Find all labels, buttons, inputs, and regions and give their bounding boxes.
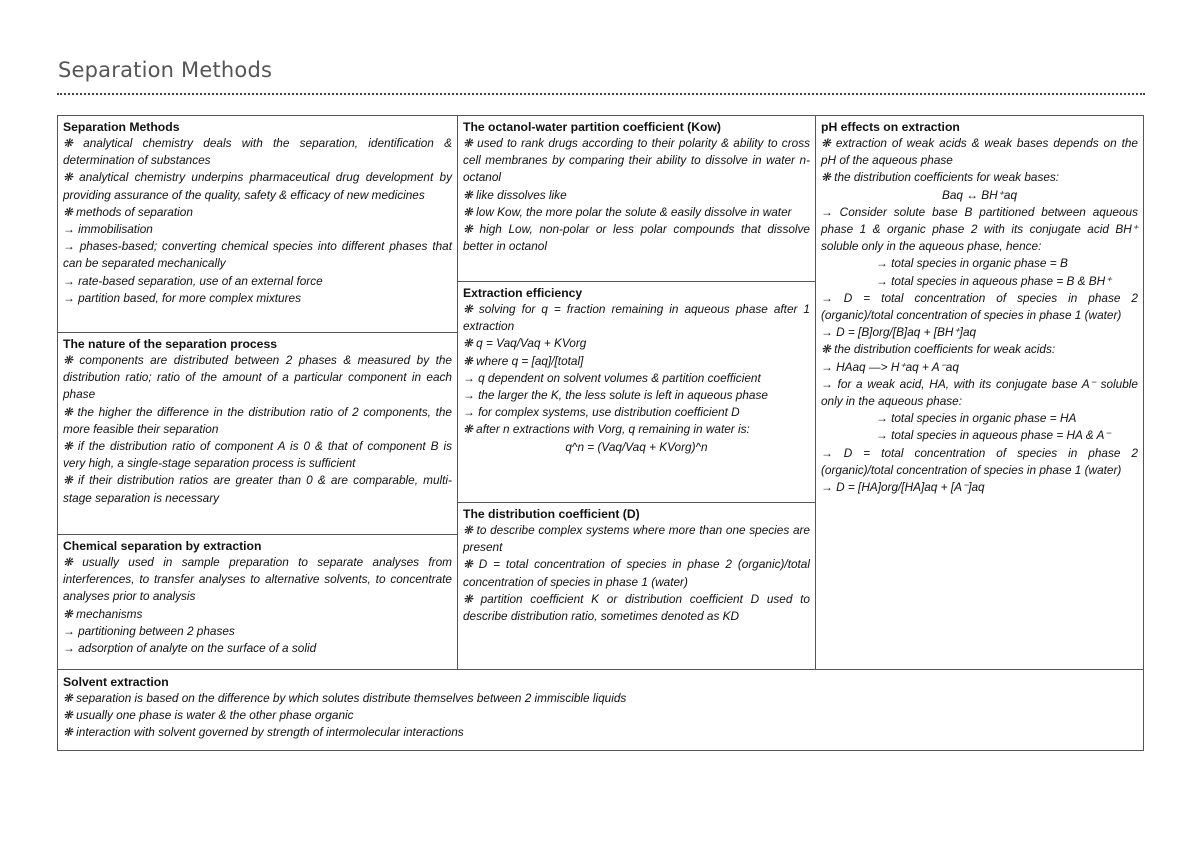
note-line: → partition based, for more complex mixtures (63, 290, 301, 305)
note-line: ❋ usually one phase is water & the other phase organic (63, 708, 354, 723)
note-line: → total species in organic phase = B (876, 256, 1068, 271)
note-line: → rate-based separation, use of an external force (63, 273, 323, 288)
note-line: → D = total concentration of species in phase 2 (organic)/total concentration of species in phase 1 (water) (821, 445, 1138, 477)
section-solvent-extraction (58, 669, 1143, 751)
section-distribution-coefficient (458, 502, 815, 670)
title-divider (57, 93, 1145, 95)
note-line: → total species in aqueous phase = B & BH⁺ (876, 273, 1112, 288)
note-line: → immobilisation (63, 222, 153, 237)
note-line: ❋ solving for q = fraction remaining in aqueous phase after 1 extraction (463, 302, 810, 334)
note-line: ❋ interaction with solvent governed by strength of intermolecular interactions (63, 725, 464, 740)
note-line: ❋ low Kow, the more polar the solute & easily dissolve in water (463, 204, 792, 219)
note-line: → total species in organic phase = HA (876, 411, 1077, 426)
section-heading: The distribution coefficient (D) (463, 507, 640, 521)
column-right (816, 116, 1143, 670)
note-line: → phases-based; converting chemical species into different phases that can be separated mechanically (63, 239, 452, 271)
note-line: ❋ partition coefficient K or distribution coefficient D used to describe distribution ratio, sometimes denoted as KD (463, 591, 810, 624)
section-chemical-separation (58, 534, 457, 670)
note-line: ❋ q = Vaq/Vaq + KVorg (463, 336, 587, 351)
note-line: ❋ mechanisms (63, 606, 143, 621)
note-line: → total species in aqueous phase = HA & A⁻ (876, 428, 1111, 443)
section-heading: Chemical separation by extraction (63, 539, 262, 553)
note-line: ❋ the distribution coefficients for weak bases: (821, 170, 1060, 185)
note-line: ❋ analytical chemistry underpins pharmaceutical drug development by providing assurance of the quality, safety & efficacy of new medicines (63, 170, 452, 202)
section-heading: Separation Methods (63, 120, 180, 134)
note-line: → D = [B]org/[B]aq + [BH⁺]aq (821, 325, 977, 340)
note-line: → the larger the K, the less solute is left in aqueous phase (463, 388, 768, 403)
note-line: ❋ methods of separation (63, 204, 193, 219)
section-separation-methods (58, 116, 457, 332)
note-line: ❋ separation is based on the difference by which solutes distribute themselves between 2 immiscible liquids (63, 691, 627, 705)
note-line: → partitioning between 2 phases (63, 623, 235, 638)
note-line: ❋ high Low, non-polar or less polar compounds that dissolve better in octanol (463, 222, 810, 254)
note-line: → D = total concentration of species in phase 2 (organic)/total concentration of species in phase 1 (water) (821, 290, 1138, 323)
note-line: ❋ the distribution coefficients for weak acids: (821, 342, 1056, 357)
section-kow (458, 116, 815, 281)
note-line: ❋ where q = [aq]/[total] (463, 353, 584, 368)
column-middle (458, 116, 816, 670)
note-line: ❋ after n extractions with Vorg, q remaining in water is: (463, 422, 750, 437)
note-line: → for a weak acid, HA, with its conjugate base A⁻ soluble only in the aqueous phase: (821, 376, 1138, 409)
note-line: ❋ usually used in sample preparation to separate analyses from interferences, to transfer analyses to alternative solvents, to concentrate analyses prior to analysis (63, 555, 452, 604)
note-line: → Consider solute base B partitioned between aqueous phase 1 & organic phase 2 with its conjugate acid BH⁺ soluble only in the aqueous phase, hence: (821, 204, 1138, 254)
note-line: → for complex systems, use distribution coefficient D (463, 405, 740, 420)
notes-grid (57, 115, 1144, 751)
note-line: ❋ if their distribution ratios are greater than 0 & are comparable, multi-stage separation is necessary (63, 473, 452, 505)
formula-line: Baq ↔ BH⁺aq (941, 187, 1018, 202)
note-line: ❋ analytical chemistry deals with the separation, identification & determination of substances (63, 136, 452, 168)
section-heading: The nature of the separation process (63, 337, 278, 351)
note-line: → D = [HA]org/[HA]aq + [A⁻]aq (821, 480, 985, 495)
note-line: → adsorption of analyte on the surface of a solid (63, 641, 317, 656)
note-line: ❋ D = total concentration of species in phase 2 (organic)/total concentration of species in phase 1 (water) (463, 557, 810, 589)
note-line: ❋ to describe complex systems where more than one species are present (463, 523, 810, 555)
note-line: ❋ if the distribution ratio of component A is 0 & that of component B is very high, a single-stage separation process is sufficient (63, 439, 452, 471)
note-line: ❋ used to rank drugs according to their polarity & ability to cross cell membranes by comparing their ability to dissolve in water n-octanol (463, 136, 810, 185)
formula-line: q^n = (Vaq/Vaq + KVorg)^n (565, 439, 708, 454)
section-heading: Solvent extraction (63, 675, 169, 689)
note-line: → q dependent on solvent volumes & partition coefficient (463, 370, 761, 385)
section-ph-effects (816, 116, 1143, 670)
section-heading: pH effects on extraction (821, 120, 960, 134)
section-heading: The octanol-water partition coefficient (Kow) (463, 120, 721, 134)
note-line: → HAaq —> H⁺aq + A⁻aq (821, 359, 959, 374)
section-heading: Extraction efficiency (463, 286, 583, 300)
note-line: ❋ like dissolves like (463, 187, 567, 202)
note-line: ❋ components are distributed between 2 phases & measured by the distribution ratio; ratio of the amount of a particular component in each phase (63, 353, 452, 402)
note-line: ❋ extraction of weak acids & weak bases depends on the pH of the aqueous phase (821, 136, 1138, 168)
note-line: ❋ the higher the difference in the distribution ratio of 2 components, the more feasible their separation (63, 404, 452, 436)
section-extraction-efficiency (458, 281, 815, 502)
page-title: Separation Methods (58, 58, 273, 82)
section-nature (58, 332, 457, 534)
column-left (58, 116, 458, 670)
